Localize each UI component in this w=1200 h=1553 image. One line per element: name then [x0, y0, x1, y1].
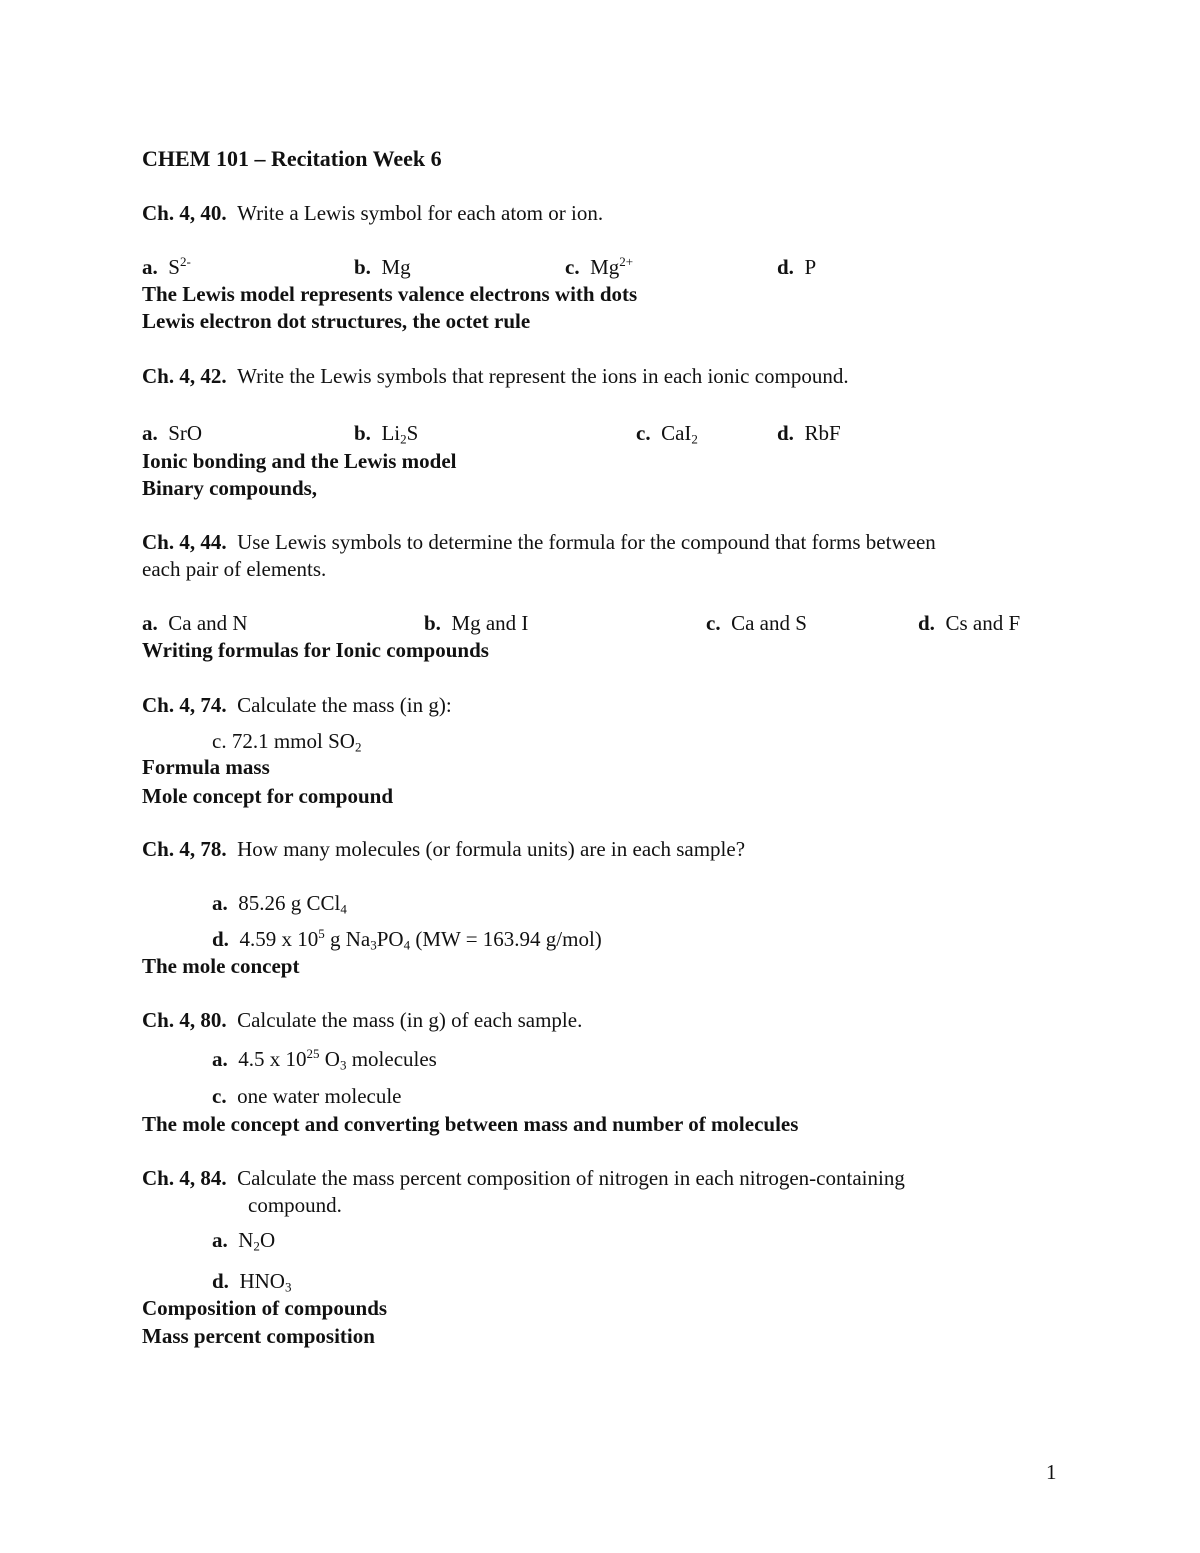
- page-title: CHEM 101 – Recitation Week 6: [142, 146, 442, 171]
- problem-ref: Ch. 4, 74.: [142, 693, 227, 717]
- part-a: a. SrO: [142, 421, 203, 445]
- topic-line: Ionic bonding and the Lewis model: [142, 449, 457, 473]
- part-b: b. Mg: [354, 255, 411, 279]
- part-a: a. Ca and N: [142, 611, 248, 635]
- problem-prompt: Write the Lewis symbols that represent the ions in each ionic compound.: [237, 364, 849, 388]
- problem-ref: Ch. 4, 78.: [142, 837, 227, 861]
- problem-ref: Ch. 4, 84.: [142, 1166, 227, 1190]
- part-c: c. $Mg^{2+}$: [565, 254, 634, 279]
- problem-prompt: Write a Lewis symbol for each atom or ion.: [237, 201, 604, 225]
- topic-line: Composition of compounds: [142, 1296, 388, 1320]
- part-d: d. RbF: [777, 421, 841, 445]
- problem-ref: Ch. 4, 40.: [142, 201, 227, 225]
- problem-ref: Ch. 4, 44.: [142, 530, 227, 554]
- topic-line: Mass percent composition: [142, 1324, 375, 1348]
- topic-line: Formula mass: [142, 755, 270, 779]
- problem-prompt-cont: compound.: [248, 1193, 342, 1217]
- part-a: a. 85.26 g CCl$_4$: [212, 891, 347, 917]
- page-number: 1: [1046, 1460, 1057, 1484]
- part-c: c. one water molecule: [212, 1084, 402, 1108]
- part-b: b. Mg and I: [424, 611, 529, 635]
- problem-prompt: Use Lewis symbols to determine the formula for the compound that forms between: [237, 530, 936, 554]
- part-d: d. Cs and F: [918, 611, 1021, 635]
- topic-line: Writing formulas for Ionic compounds: [142, 638, 489, 662]
- topic-line: Mole concept for compound: [142, 784, 394, 808]
- topic-line: The mole concept: [142, 954, 300, 978]
- part-d: d. P: [777, 255, 817, 279]
- topic-line: The Lewis model represents valence electrons with dots: [142, 282, 638, 306]
- problem-prompt: Calculate the mass (in g):: [237, 693, 452, 717]
- problem-42: [142, 366, 849, 387]
- part-a: a. $N_2O$: [212, 1228, 276, 1254]
- part-a: a. $S^{2-}$: [142, 254, 191, 279]
- topic-line: Binary compounds,: [142, 476, 318, 500]
- topic-line: The mole concept and converting between mass and number of molecules: [142, 1112, 799, 1136]
- problem-80: [142, 1010, 582, 1031]
- problem-ref: Ch. 4, 80.: [142, 1008, 227, 1032]
- part-c: c. 72.1 mmol $SO_2$: [212, 729, 362, 755]
- topic-line: Lewis electron dot structures, the octet rule: [142, 309, 531, 333]
- problem-40: [142, 203, 603, 224]
- problem-prompt: Calculate the mass (in g) of each sample.: [237, 1008, 583, 1032]
- problem-prompt: How many molecules (or formula units) are in each sample?: [237, 837, 746, 861]
- problem-44: [142, 532, 936, 553]
- part-b: b. $Li_2S$: [354, 421, 419, 447]
- part-d: d. 4.59 x $10^5$ g $Na_3PO_4$ (MW = 163.94 g/mol): [212, 926, 602, 953]
- problem-prompt-cont: each pair of elements.: [142, 557, 327, 581]
- part-c: c. CaI$_2$: [636, 421, 698, 447]
- part-c: c. Ca and S: [706, 611, 807, 635]
- problem-84: [142, 1168, 905, 1189]
- part-d: d. $HNO_3$: [212, 1269, 292, 1295]
- problem-78: [142, 839, 745, 860]
- problem-ref: Ch. 4, 42.: [142, 364, 227, 388]
- part-a: a. 4.5 x $10^{25}$ $O_3$ molecules: [212, 1046, 437, 1073]
- problem-prompt: Calculate the mass percent composition of nitrogen in each nitrogen-containing: [237, 1166, 905, 1190]
- problem-74: [142, 695, 452, 716]
